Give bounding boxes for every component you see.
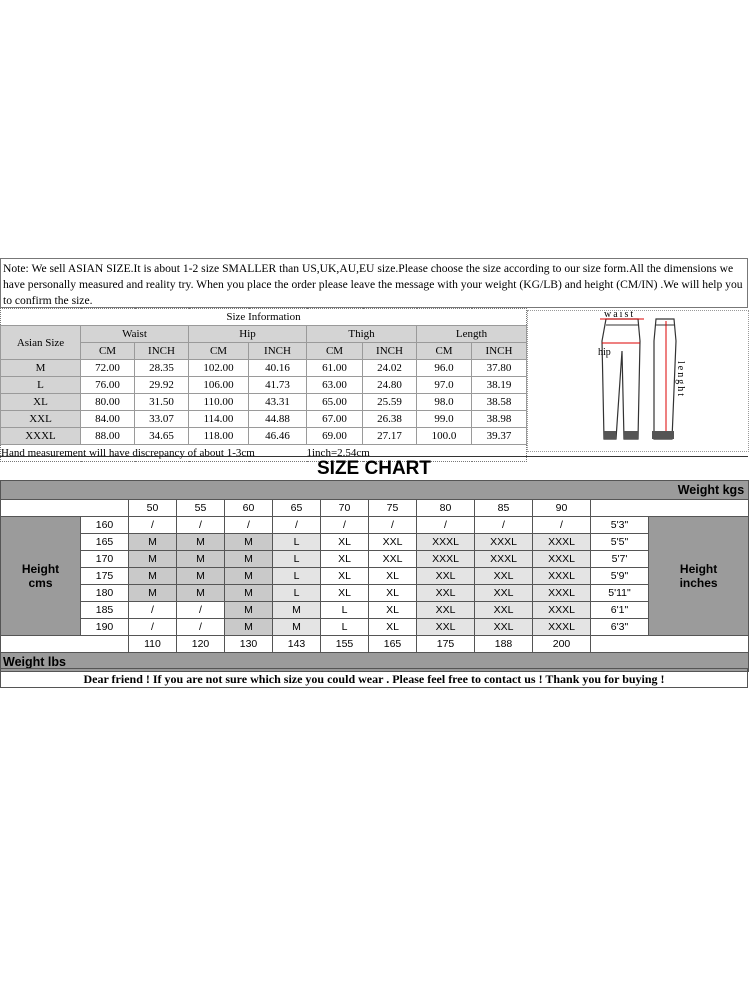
measurement-value: 97.0	[417, 377, 472, 394]
measurement-value: 72.00	[81, 360, 135, 377]
measurement-value: 26.38	[363, 411, 417, 428]
size-recommendation: M	[177, 534, 225, 551]
height-inch-value: 5'7'	[591, 551, 649, 568]
measurement-value: 99.0	[417, 411, 472, 428]
size-recommendation: M	[225, 585, 273, 602]
measurement-value: 98.0	[417, 394, 472, 411]
measurement-value: 43.31	[249, 394, 307, 411]
size-recommendation: XXXL	[475, 551, 533, 568]
measurement-value: 114.00	[189, 411, 249, 428]
weight-lbs-value: 155	[321, 636, 369, 653]
height-cm-value: 175	[81, 568, 129, 585]
asian-size-header: Asian Size	[1, 326, 81, 360]
height-inch-value: 5'5"	[591, 534, 649, 551]
weight-kg-value: 60	[225, 500, 273, 517]
measurement-value: 39.37	[472, 428, 527, 445]
size-recommendation: M	[177, 568, 225, 585]
measurement-value: 33.07	[135, 411, 189, 428]
size-recommendation: L	[273, 568, 321, 585]
size-recommendation: /	[129, 602, 177, 619]
size-row	[1, 394, 527, 411]
height-inches-label-line2: inches	[679, 576, 718, 590]
measurement-value: 118.00	[189, 428, 249, 445]
size-recommendation: M	[273, 602, 321, 619]
size-recommendation: M	[225, 568, 273, 585]
size-recommendation: XXXL	[533, 619, 591, 636]
height-cm-value: 170	[81, 551, 129, 568]
height-cm-value: 190	[81, 619, 129, 636]
size-recommendation: M	[129, 585, 177, 602]
size-recommendation: XL	[369, 568, 417, 585]
size-recommendation: XXXL	[475, 534, 533, 551]
measurement-value: 69.00	[307, 428, 363, 445]
size-chart-title: SIZE CHART	[0, 456, 748, 481]
size-recommendation: XL	[321, 585, 369, 602]
unit-header: INCH	[472, 343, 527, 360]
thigh-header: Thigh	[307, 326, 417, 343]
kg-row-spacer	[591, 500, 749, 517]
waist-diagram-label: waist	[604, 311, 636, 320]
pants-diagram-icon	[528, 311, 748, 451]
weight-lbs-value: 143	[273, 636, 321, 653]
measurement-value: 40.16	[249, 360, 307, 377]
height-inch-value: 5'11"	[591, 585, 649, 602]
waist-header: Waist	[81, 326, 189, 343]
size-recommendation: L	[273, 534, 321, 551]
size-recommendation: M	[225, 602, 273, 619]
size-recommendation: XXL	[417, 568, 475, 585]
size-recommendation: M	[273, 619, 321, 636]
height-row	[1, 602, 749, 619]
weight-kg-value: 75	[369, 500, 417, 517]
measurement-value: 38.58	[472, 394, 527, 411]
height-cm-value: 180	[81, 585, 129, 602]
measurement-value: 61.00	[307, 360, 363, 377]
unit-header: CM	[189, 343, 249, 360]
size-recommendation: /	[225, 517, 273, 534]
size-recommendation: L	[321, 619, 369, 636]
inch-conversion-note: 1inch=2.54cm	[307, 445, 527, 462]
size-recommendation: XXL	[475, 619, 533, 636]
measurement-value: 67.00	[307, 411, 363, 428]
unit-header: CM	[81, 343, 135, 360]
weight-lbs-value: 188	[475, 636, 533, 653]
size-recommendation: M	[225, 619, 273, 636]
weight-lbs-value: 175	[417, 636, 475, 653]
weight-kg-value: 70	[321, 500, 369, 517]
size-recommendation: M	[225, 534, 273, 551]
measurement-value: 38.98	[472, 411, 527, 428]
size-chart-table	[0, 480, 749, 672]
weight-kg-value: 50	[129, 500, 177, 517]
measurement-value: 84.00	[81, 411, 135, 428]
size-recommendation: /	[177, 517, 225, 534]
height-cm-value: 160	[81, 517, 129, 534]
size-recommendation: XL	[321, 534, 369, 551]
size-recommendation: XXL	[369, 534, 417, 551]
size-recommendation: XXXL	[533, 551, 591, 568]
measurement-value: 24.02	[363, 360, 417, 377]
height-row	[1, 568, 749, 585]
size-recommendation: L	[273, 585, 321, 602]
height-inch-value: 5'9"	[591, 568, 649, 585]
size-label: XL	[1, 394, 81, 411]
weight-kg-value: 90	[533, 500, 591, 517]
length-diagram-label: lenght	[675, 361, 686, 398]
height-cms-label	[1, 517, 81, 636]
height-row	[1, 619, 749, 636]
height-inch-value: 5'3"	[591, 517, 649, 534]
size-recommendation: XXL	[475, 568, 533, 585]
size-recommendation: XXL	[369, 551, 417, 568]
measurement-value: 41.73	[249, 377, 307, 394]
size-recommendation: XXXL	[417, 534, 475, 551]
unit-header: CM	[417, 343, 472, 360]
measurement-value: 96.0	[417, 360, 472, 377]
height-cms-label-line2: cms	[28, 576, 53, 590]
size-recommendation: XXL	[417, 619, 475, 636]
weight-lbs-value: 130	[225, 636, 273, 653]
measurement-value: 46.46	[249, 428, 307, 445]
measurement-value: 110.00	[189, 394, 249, 411]
pants-measurement-diagram	[527, 310, 749, 452]
measurement-value: 34.65	[135, 428, 189, 445]
size-recommendation: /	[177, 602, 225, 619]
size-label: M	[1, 360, 81, 377]
height-row	[1, 585, 749, 602]
height-inch-value: 6'3"	[591, 619, 649, 636]
weight-lbs-value: 110	[129, 636, 177, 653]
measurement-value: 31.50	[135, 394, 189, 411]
size-recommendation: XXXL	[533, 585, 591, 602]
size-row	[1, 360, 527, 377]
contact-footer: Dear friend ! If you are not sure which size you could wear . Please feel free to contact us ! Thank you for buying !	[0, 668, 748, 688]
hip-header: Hip	[189, 326, 307, 343]
size-info-title: Size Information	[1, 309, 527, 326]
height-cm-value: 165	[81, 534, 129, 551]
length-header: Length	[417, 326, 527, 343]
size-recommendation: XL	[369, 602, 417, 619]
size-label: L	[1, 377, 81, 394]
size-recommendation: XL	[321, 568, 369, 585]
measurement-footnote: Hand measurement will have discrepancy of about 1-3cm	[1, 445, 307, 462]
size-recommendation: XL	[369, 619, 417, 636]
height-cm-value: 185	[81, 602, 129, 619]
unit-header: INCH	[135, 343, 189, 360]
size-label: XXXL	[1, 428, 81, 445]
size-recommendation: M	[129, 551, 177, 568]
measurement-value: 29.92	[135, 377, 189, 394]
height-inches-label-line1: Height	[679, 562, 718, 576]
measurement-value: 102.00	[189, 360, 249, 377]
measurement-value: 25.59	[363, 394, 417, 411]
measurement-value: 63.00	[307, 377, 363, 394]
size-recommendation: /	[273, 517, 321, 534]
size-recommendation: XXL	[417, 585, 475, 602]
measurement-value: 28.35	[135, 360, 189, 377]
measurement-value: 106.00	[189, 377, 249, 394]
size-recommendation: XL	[369, 585, 417, 602]
size-row	[1, 428, 527, 445]
size-recommendation: /	[417, 517, 475, 534]
measurement-value: 27.17	[363, 428, 417, 445]
kg-row-spacer	[1, 500, 129, 517]
weight-lbs-banner: Weight lbs	[1, 653, 749, 672]
weight-lbs-value: 200	[533, 636, 591, 653]
size-recommendation: /	[177, 619, 225, 636]
lbs-row-spacer	[1, 636, 129, 653]
size-recommendation: XXXL	[533, 534, 591, 551]
size-recommendation: M	[129, 568, 177, 585]
size-recommendation: XXL	[417, 602, 475, 619]
measurement-value: 65.00	[307, 394, 363, 411]
measurement-value: 24.80	[363, 377, 417, 394]
size-recommendation: /	[321, 517, 369, 534]
weight-lbs-value: 165	[369, 636, 417, 653]
size-recommendation: XXXL	[417, 551, 475, 568]
size-note: Note: We sell ASIAN SIZE.It is about 1-2 size SMALLER than US,UK,AU,EU size.Please choose the size according to our size form.All the dimensions we have personally measured and reality try. When you place the order please leave the message with your weight (KG/LB) and height (CM/IN) .We will help you to confirm the size.	[0, 258, 748, 308]
size-information-table	[0, 308, 527, 462]
size-recommendation: M	[177, 585, 225, 602]
size-recommendation: M	[129, 534, 177, 551]
weight-lbs-value: 120	[177, 636, 225, 653]
measurement-value: 38.19	[472, 377, 527, 394]
height-cms-label-line1: Height	[21, 562, 60, 576]
size-row	[1, 411, 527, 428]
size-recommendation: /	[129, 517, 177, 534]
size-recommendation: /	[129, 619, 177, 636]
measurement-value: 88.00	[81, 428, 135, 445]
size-recommendation: XL	[321, 551, 369, 568]
measurement-value: 37.80	[472, 360, 527, 377]
measurement-value: 44.88	[249, 411, 307, 428]
weight-kgs-banner: Weight kgs	[1, 481, 749, 500]
height-row	[1, 517, 749, 534]
height-row	[1, 534, 749, 551]
size-recommendation: L	[321, 602, 369, 619]
size-recommendation: /	[533, 517, 591, 534]
size-recommendation: XXXL	[533, 602, 591, 619]
size-recommendation: XXXL	[533, 568, 591, 585]
hip-diagram-label: hip	[598, 347, 611, 358]
size-recommendation: XXL	[475, 602, 533, 619]
unit-header: INCH	[249, 343, 307, 360]
size-row	[1, 377, 527, 394]
size-recommendation: M	[225, 551, 273, 568]
unit-header: INCH	[363, 343, 417, 360]
measurement-value: 100.0	[417, 428, 472, 445]
measurement-value: 80.00	[81, 394, 135, 411]
size-label: XXL	[1, 411, 81, 428]
weight-kg-value: 80	[417, 500, 475, 517]
weight-kg-value: 65	[273, 500, 321, 517]
height-row	[1, 551, 749, 568]
size-recommendation: M	[177, 551, 225, 568]
height-inches-label	[649, 517, 749, 636]
weight-kg-value: 55	[177, 500, 225, 517]
size-recommendation: /	[369, 517, 417, 534]
weight-kg-value: 85	[475, 500, 533, 517]
size-recommendation: /	[475, 517, 533, 534]
unit-header: CM	[307, 343, 363, 360]
height-inch-value: 6'1"	[591, 602, 649, 619]
size-recommendation: L	[273, 551, 321, 568]
lbs-row-spacer	[591, 636, 749, 653]
measurement-value: 76.00	[81, 377, 135, 394]
size-recommendation: XXL	[475, 585, 533, 602]
